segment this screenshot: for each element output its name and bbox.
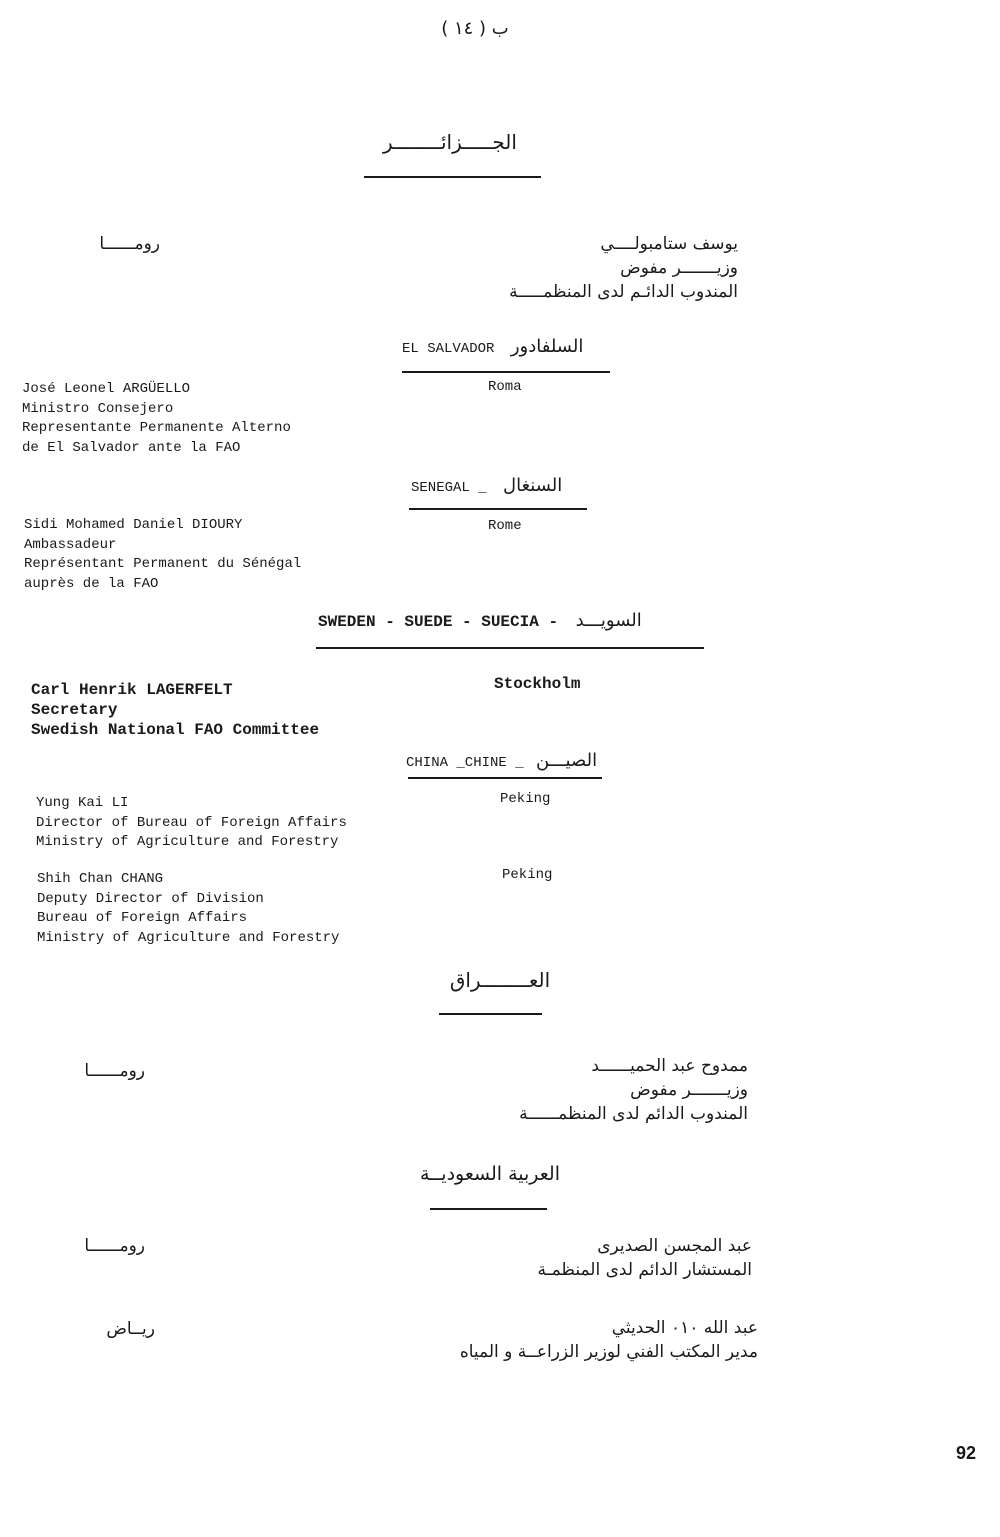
delegate-line: المندوب الدائـم لدى المنظمـــــة bbox=[509, 282, 738, 302]
delegate-line: وزيـــــــر مفوض bbox=[620, 258, 738, 278]
delegate-block-china-2 bbox=[37, 870, 339, 948]
delegate-line: يوسف ستامبولــــي bbox=[600, 234, 738, 254]
heading-underline bbox=[439, 1013, 542, 1015]
delegate-block-saudi-1 bbox=[537, 1234, 752, 1282]
delegate-block-algeria bbox=[509, 232, 738, 304]
delegate-line: Ministry of Agriculture and Forestry bbox=[36, 834, 339, 850]
delegate-line: Secretary bbox=[31, 701, 118, 719]
delegate-line: عبد المجسن الصديرى bbox=[597, 1236, 752, 1256]
city-label: Stockholm bbox=[494, 675, 581, 693]
heading-arabic: السنغال bbox=[503, 475, 563, 496]
city-label: رومــــــا bbox=[99, 234, 160, 254]
city-label: Peking bbox=[502, 867, 553, 883]
heading-underline bbox=[316, 647, 704, 649]
delegate-line: وزيـــــــر مفوض bbox=[630, 1080, 748, 1100]
city-label: ريــاض bbox=[106, 1319, 155, 1339]
city-label: Roma bbox=[488, 379, 522, 395]
delegate-line: auprès de la FAO bbox=[24, 575, 159, 592]
delegate-line: de El Salvador ante la FAO bbox=[22, 439, 241, 456]
section-heading-saudi-arabia: العربية السعوديــة bbox=[419, 1163, 561, 1185]
delegate-line: مدير المكتب الفني لوزير الزراعــة و المياه bbox=[459, 1342, 758, 1362]
heading-latin: SWEDEN - SUEDE - SUECIA - bbox=[318, 613, 559, 631]
delegate-line: المندوب الدائم لدى المنظمــــــة bbox=[519, 1104, 748, 1124]
delegate-block-senegal bbox=[24, 516, 301, 594]
city-label: رومــــــا bbox=[84, 1236, 145, 1256]
delegate-line: Carl Henrik LAGERFELT bbox=[31, 681, 233, 699]
heading-latin: EL SALVADOR bbox=[402, 341, 495, 357]
heading-latin: SENEGAL _ bbox=[411, 480, 487, 496]
delegate-line: Bureau of Foreign Affairs bbox=[37, 910, 248, 926]
delegate-line: عبد الله ٠١٠ الحديثي bbox=[611, 1318, 758, 1338]
section-heading-iraq: العــــــــراق bbox=[449, 968, 551, 992]
heading-arabic: السلفادور bbox=[510, 336, 584, 357]
section-heading-algeria: الجـــــزائــــــــر bbox=[383, 130, 517, 154]
section-heading-sweden bbox=[318, 611, 642, 632]
page-header: ب ( ١٤ ) bbox=[441, 18, 509, 39]
delegate-line: Director of Bureau of Foreign Affairs bbox=[36, 814, 347, 831]
heading-underline bbox=[430, 1208, 547, 1210]
heading-underline bbox=[408, 777, 602, 779]
heading-latin: CHINA _CHINE _ bbox=[406, 755, 524, 771]
delegate-line: Representante Permanente Alterno bbox=[22, 420, 291, 436]
heading-arabic: الصيـــن bbox=[536, 750, 598, 771]
delegate-line: Ministro Consejero bbox=[22, 400, 174, 417]
city-label: رومــــــا bbox=[84, 1061, 145, 1081]
section-heading-senegal bbox=[411, 476, 562, 499]
delegate-block-china-1 bbox=[36, 794, 347, 853]
delegate-line: Deputy Director of Division bbox=[37, 890, 264, 907]
delegate-line: Swedish National FAO Committee bbox=[31, 721, 320, 739]
heading-underline bbox=[409, 508, 587, 510]
heading-underline bbox=[364, 176, 541, 178]
delegate-line: المستشار الدائم لدى المنظمـة bbox=[537, 1260, 752, 1280]
section-heading-el-salvador bbox=[402, 337, 583, 360]
delegate-block-saudi-2 bbox=[460, 1316, 758, 1364]
delegate-line: Yung Kai LI bbox=[36, 795, 129, 811]
city-label: Peking bbox=[500, 791, 551, 807]
heading-underline bbox=[402, 371, 610, 373]
delegate-line: José Leonel ARGÜELLO bbox=[22, 381, 191, 397]
city-label: Rome bbox=[488, 518, 522, 534]
delegate-line: Shih Chan CHANG bbox=[37, 871, 164, 887]
delegate-block-el-salvador bbox=[22, 380, 291, 458]
delegate-block-iraq bbox=[519, 1054, 748, 1126]
section-heading-china bbox=[406, 751, 597, 774]
heading-arabic: السويـــد bbox=[575, 610, 642, 631]
delegate-block-sweden bbox=[31, 680, 319, 740]
delegate-line: Sidi Mohamed Daniel DIOURY bbox=[24, 517, 243, 533]
delegate-line: ممدوح عبد الحميــــــد bbox=[591, 1056, 748, 1076]
page-number: 92 bbox=[956, 1443, 977, 1463]
delegate-line: Ambassadeur bbox=[24, 536, 117, 553]
delegate-line: Représentant Permanent du Sénégal bbox=[24, 556, 302, 572]
delegate-line: Ministry of Agriculture and Forestry bbox=[37, 929, 340, 946]
